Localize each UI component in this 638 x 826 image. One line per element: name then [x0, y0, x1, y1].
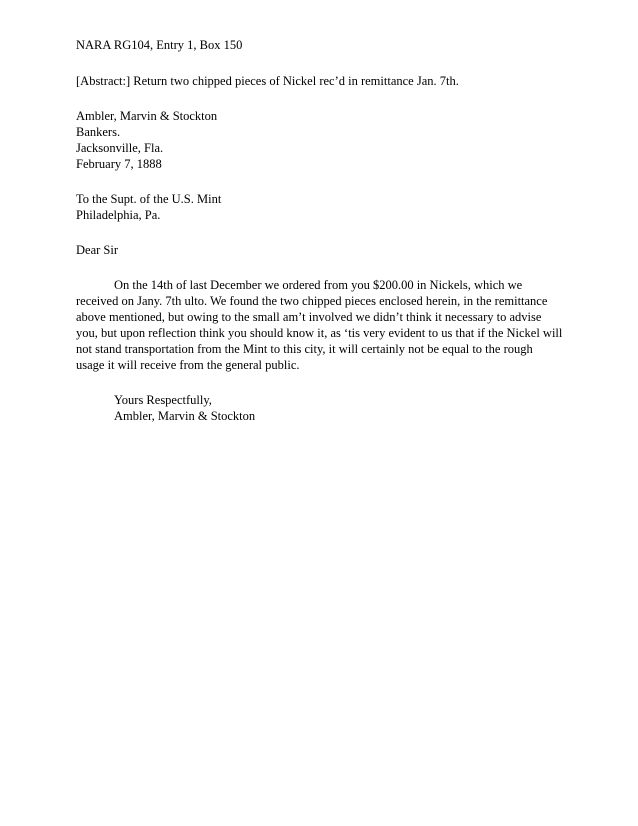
signature-name: Ambler, Marvin & Stockton	[114, 409, 256, 423]
recipient-block	[76, 191, 566, 223]
body-line: you, but upon reflection think you should know it, as ‘tis very evident to us that if the Nickel will	[76, 326, 563, 340]
recipient-line-2: Philadelphia, Pa.	[76, 208, 161, 222]
archive-reference: NARA RG104, Entry 1, Box 150	[76, 38, 243, 52]
salutation: Dear Sir	[76, 243, 118, 257]
body-line: above mentioned, but owing to the small am’t involved we didn’t think it necessary to advise	[76, 310, 542, 324]
sender-name: Ambler, Marvin & Stockton	[76, 109, 218, 123]
closing-block	[76, 392, 566, 424]
letter-body	[76, 277, 566, 373]
recipient-line-1: To the Supt. of the U.S. Mint	[76, 192, 222, 206]
body-line: On the 14th of last December we ordered from you $200.00 in Nickels, which we	[114, 278, 523, 292]
closing-line: Yours Respectfully,	[114, 393, 212, 407]
abstract-line: [Abstract:] Return two chipped pieces of Nickel rec’d in remittance Jan. 7th.	[76, 74, 459, 88]
sender-block	[76, 108, 566, 172]
body-line: not stand transportation from the Mint to this city, it will certainly not be equal to the rough	[76, 342, 533, 356]
sender-location: Jacksonville, Fla.	[76, 141, 164, 155]
letter-page	[76, 37, 566, 424]
letter-date: February 7, 1888	[76, 157, 162, 171]
body-line: received on Jany. 7th ulto. We found the two chipped pieces enclosed herein, in the remittance	[76, 294, 548, 308]
sender-title: Bankers.	[76, 125, 121, 139]
body-line: usage it will receive from the general public.	[76, 358, 300, 372]
